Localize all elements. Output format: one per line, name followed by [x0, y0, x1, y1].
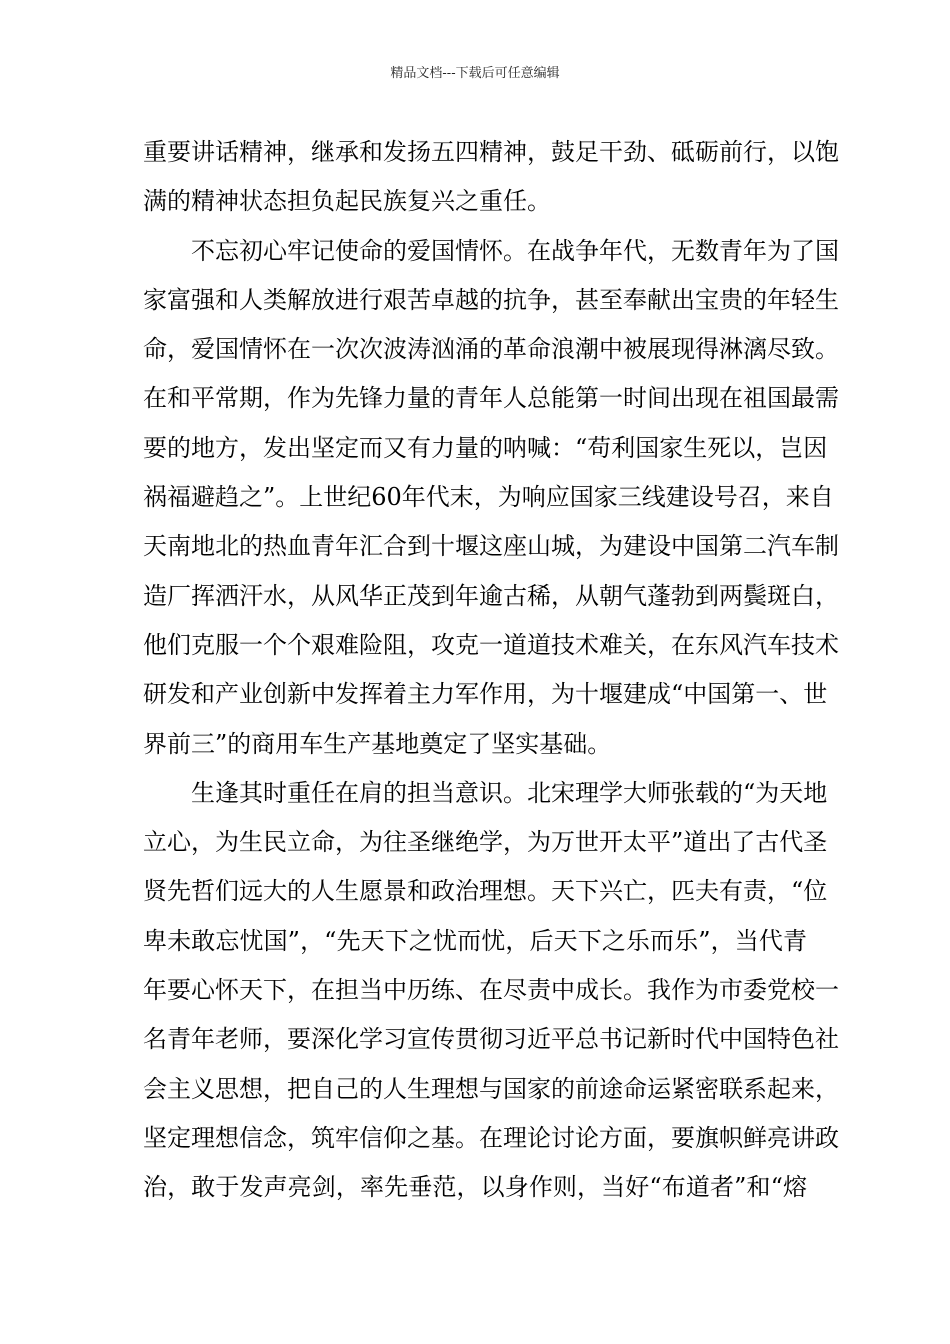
text-line: 不忘初心牢记使命的爱国情怀。在战争年代，无数青年为了国	[191, 236, 839, 265]
text-line: 天南地北的热血青年汇合到十堰这座山城，为建设中国第二汽车制	[143, 532, 839, 561]
text-line: 家富强和人类解放进行艰苦卓越的抗争，甚至奉献出宝贵的年轻生	[143, 285, 839, 314]
text-line: 满的精神状态担负起民族复兴之重任。	[143, 187, 551, 216]
text-line: 立心，为生民立命，为往圣继绝学，为万世开太平”道出了古代圣	[143, 828, 828, 857]
paragraph-2	[143, 227, 839, 769]
text-line: 命，爱国情怀在一次次波涛汹涌的革命浪潮中被展现得淋漓尽致。	[143, 335, 839, 364]
text-line: 贤先哲们远大的人生愿景和政治理想。天下兴亡，匹夫有责，“位	[143, 877, 828, 906]
text-line: 生逢其时重任在肩的担当意识。北宋理学大师张载的“为天地	[191, 778, 828, 807]
paragraph-1	[143, 128, 839, 227]
text-line: 在和平常期，作为先锋力量的青年人总能第一时间出现在祖国最需	[143, 384, 839, 413]
text-line: 研发和产业创新中发挥着主力军作用，为十堰建成“中国第一、世	[143, 680, 828, 709]
text-line: 祸福避趋之”。上世纪60年代末，为响应国家三线建设号召，来自	[143, 483, 834, 512]
page-header: 精品文档---下载后可任意编辑	[390, 66, 560, 81]
text-line: 年要心怀天下，在担当中历练、在尽责中成长。我作为市委党校一	[143, 976, 839, 1005]
text-line: 卑未敢忘忧国”，“先天下之忧而忧，后天下之乐而乐”，当代青	[143, 926, 807, 955]
text-line: 造厂挥洒汗水，从风华正茂到年逾古稀，从朝气蓬勃到两鬓斑白，	[143, 581, 839, 610]
text-line: 名青年老师，要深化学习宣传贯彻习近平总书记新时代中国特色社	[143, 1025, 839, 1054]
text-line: 重要讲话精神，继承和发扬五四精神，鼓足干劲、砥砺前行，以饱	[143, 138, 839, 166]
text-line: 界前三”的商用车生产基地奠定了坚实基础。	[143, 729, 612, 758]
text-line: 会主义思想，把自己的人生理想与国家的前途命运紧密联系起来，	[143, 1074, 839, 1103]
text-line: 要的地方，发出坚定而又有力量的呐喊：“苟利国家生死以，岂因	[143, 433, 828, 462]
text-line: 他们克服一个个艰难险阻，攻克一道道技术难关，在东风汽车技术	[143, 630, 839, 659]
text-line: 治，敢于发声亮剑，率先垂范，以身作则，当好“布道者”和“熔	[143, 1173, 807, 1202]
document-body	[143, 128, 839, 1213]
text-line: 坚定理想信念，筑牢信仰之基。在理论讨论方面，要旗帜鲜亮讲政	[143, 1123, 839, 1152]
paragraph-3	[143, 769, 839, 1213]
